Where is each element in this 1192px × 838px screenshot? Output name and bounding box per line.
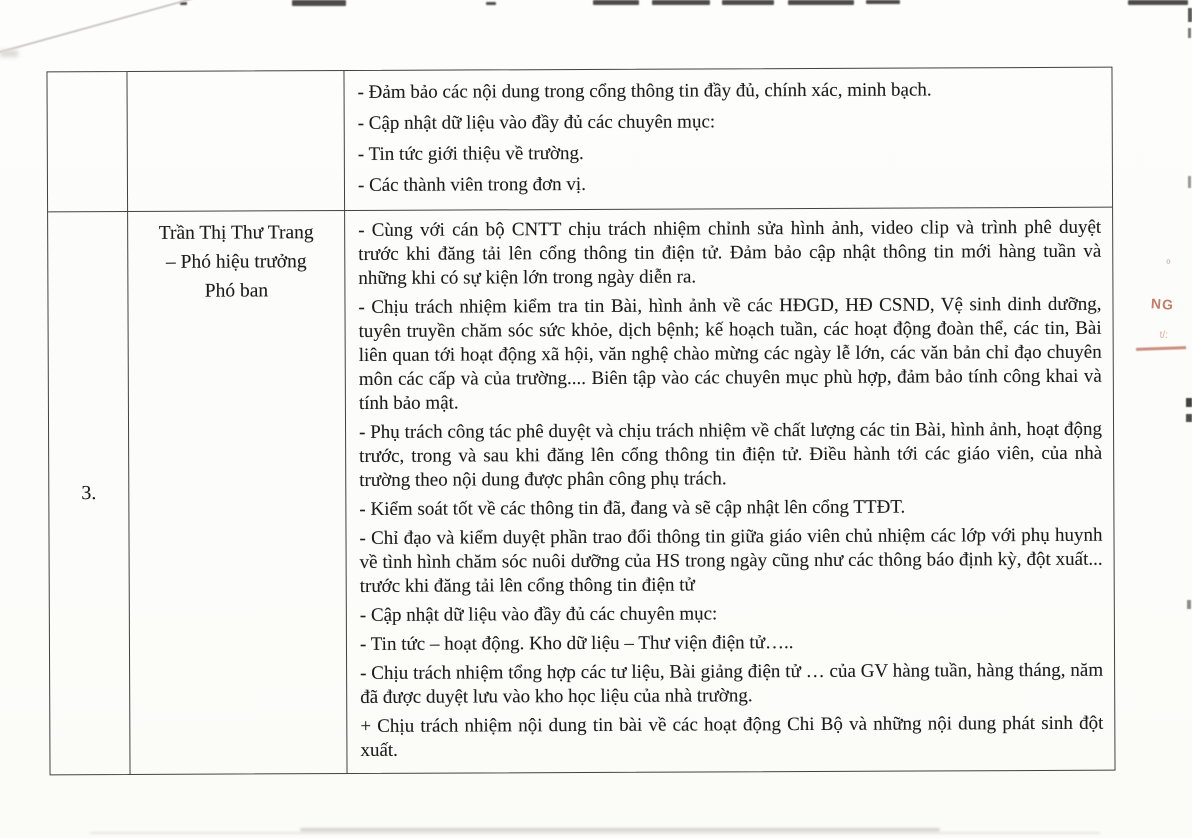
stamp-fragment: º	[1165, 257, 1171, 271]
table-row-continuation	[47, 68, 1112, 212]
stamp-fragment	[1136, 346, 1186, 350]
stamp-fragment: NG	[1150, 295, 1175, 313]
duty-paragraph: - Đảm bảo các nội dung trong cổng thông tin đầy đủ, chính xác, minh bạch.	[357, 79, 932, 103]
scan-artifact	[652, 0, 710, 5]
scan-artifact	[180, 2, 187, 5]
cell-row-number	[48, 212, 130, 774]
scan-artifact	[788, 0, 854, 5]
page-shadow-artifact	[300, 828, 940, 832]
duty-paragraph: + Chịu trách nhiệm nội dung tin bài về các hoạt động Chi Bộ và những nội dung phát sinh đột xuất.	[360, 712, 1104, 761]
person-name-line: Trần Thị Thư Trang	[158, 222, 314, 244]
page-shadow-artifact	[90, 832, 1100, 834]
scan-artifact	[1187, 600, 1191, 609]
duty-paragraph: - Cùng với cán bộ CNTT chịu trách nhiệm chỉnh sửa hình ảnh, video clip và trình phê duyệt trước khi đăng tải lên cổng thông tin điện tử. Đảm bảo cập nhật thông tin mới hàng tuần và những khi có sự kiện lớn trong ngày diễn ra.	[358, 216, 1102, 289]
duty-paragraph: - Kiểm soát tốt về các thông tin đã, đang và sẽ cập nhật lên cổng TTĐT.	[359, 496, 906, 520]
duty-paragraph: - Phụ trách công tác phê duyệt và chịu trách nhiệm về chất lượng các tin Bài, hình ảnh, hoạt động trước, trong và sau khi đăng lên cổng thông tin điện tử. Điều hành tới các giáo viên, của nhà trường theo nội dung được phân công phụ trách.	[359, 418, 1103, 491]
page-crease-artifact	[0, 0, 199, 58]
duty-paragraph: - Chỉ đạo và kiểm duyệt phần trao đổi thông tin giữa giáo viên chủ nhiệm các lớp với phụ huynh về tình hình chăm sóc nuôi dưỡng của HS trong ngày cũng như các thông báo định kỳ, đột xuất... trước khi đăng tải lên cổng thông tin điện tử	[359, 524, 1103, 597]
duty-paragraph: - Chịu trách nhiệm kiểm tra tin Bài, hình ảnh về các HĐGD, HĐ CSND, Vệ sinh dinh dưỡng, tuyên truyền chăm sóc sức khỏe, dịch bệnh; kế hoạch tuần, các hoạt động đoàn thể, các tin, Bài liên quan tới hoạt động xã hội, văn nghệ chào mừng các ngày lễ lớn, các văn bản chỉ đạo chuyên môn các cấp và của trường.... Biên tập vào các chuyên mục phù hợp, đảm bảo tính công khai và tính bảo mật.	[358, 293, 1102, 414]
scan-artifact	[1188, 176, 1191, 188]
scan-artifact	[722, 0, 774, 5]
scan-artifact	[1188, 8, 1192, 22]
duty-paragraph: - Cập nhật dữ liệu vào đầy đủ các chuyên mục:	[357, 111, 716, 134]
cell-row-number	[47, 72, 128, 211]
page-crease-artifact	[0, 50, 18, 57]
stamp-fragment: t/:	[1159, 330, 1168, 341]
cell-duties	[344, 68, 1112, 210]
assignments-table	[46, 67, 1115, 776]
scan-artifact	[486, 2, 496, 5]
scan-artifact	[866, 0, 900, 4]
table-row-person	[48, 207, 1114, 775]
scan-artifact	[1186, 414, 1192, 422]
duty-paragraph: - Tin tức giới thiệu về trường.	[357, 142, 584, 165]
person-name-line: Phó ban	[204, 280, 269, 302]
scan-artifact	[1128, 0, 1188, 5]
duty-paragraph: - Tin tức – hoạt động. Kho dữ liệu – Thư viện điện tử…..	[359, 632, 794, 655]
cell-duties	[345, 208, 1114, 773]
duty-paragraph: - Các thành viên trong đơn vị.	[357, 173, 586, 196]
row-number: 3.	[81, 481, 97, 504]
person-name-line: – Phó hiệu trưởng	[165, 251, 307, 273]
duty-paragraph: - Chịu trách nhiệm tổng hợp các tư liệu, Bài giảng điện tử … của GV hàng tuần, hàng tháng, năm đã được duyệt lưu vào kho học liệu của nhà trường.	[360, 659, 1104, 708]
cell-person-name	[127, 71, 345, 211]
scan-artifact	[1186, 398, 1192, 407]
scan-artifact	[593, 0, 639, 5]
cell-person-name	[128, 211, 347, 774]
duty-paragraph: - Cập nhật dữ liệu vào đầy đủ các chuyên mục:	[359, 603, 718, 626]
scan-artifact	[292, 0, 346, 6]
scan-artifact	[1188, 28, 1191, 38]
